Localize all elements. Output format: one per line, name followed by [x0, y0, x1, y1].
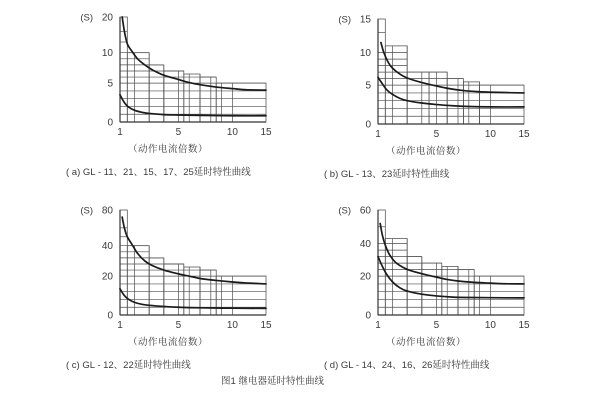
svg-text:60: 60 [359, 205, 371, 217]
svg-text:40: 40 [359, 239, 371, 251]
figure-caption: 图1 继电器延时特性曲线 [221, 376, 324, 387]
svg-text:1: 1 [375, 129, 381, 140]
svg-text:5: 5 [433, 129, 440, 140]
svg-text:5: 5 [433, 320, 440, 331]
svg-text:(S): (S) [80, 205, 93, 217]
svg-text:10: 10 [484, 129, 496, 140]
svg-text:(S): (S) [338, 205, 351, 217]
svg-text:40: 40 [101, 241, 113, 253]
svg-text:80: 80 [101, 205, 113, 217]
svg-text:15: 15 [518, 129, 530, 140]
svg-text:(S): (S) [338, 14, 351, 26]
svg-text:(S): (S) [80, 12, 93, 24]
chart-a-x-axis-title: （动作电流倍数） [127, 144, 208, 155]
chart-c [50, 201, 300, 371]
chart-d-plot [308, 201, 544, 333]
svg-text:1: 1 [117, 320, 123, 331]
chart-c-x-axis-title: （动作电流倍数） [127, 337, 208, 348]
chart-b [308, 10, 558, 180]
chart-a-caption: ( a) GL - 11、21、15、17、25延时特性曲线 [66, 167, 251, 178]
svg-text:1: 1 [117, 127, 123, 138]
svg-text:0: 0 [365, 310, 371, 322]
svg-text:20: 20 [101, 12, 113, 24]
chart-d-x-axis-title: （动作电流倍数） [385, 337, 466, 348]
chart-d [308, 201, 558, 371]
svg-text:1: 1 [375, 320, 381, 331]
chart-d-caption: ( d) GL - 14、24、16、26延时特性曲线 [324, 360, 490, 371]
svg-text:5: 5 [107, 78, 113, 90]
svg-text:15: 15 [359, 14, 371, 26]
svg-text:10: 10 [226, 127, 238, 138]
chart-c-caption: ( c) GL - 12、22延时特性曲线 [66, 360, 191, 371]
svg-text:5: 5 [175, 320, 182, 331]
chart-b-caption: ( b) GL - 13、23延时特性曲线 [324, 169, 450, 180]
svg-text:0: 0 [107, 117, 113, 129]
chart-b-x-axis-title: （动作电流倍数） [385, 146, 466, 157]
svg-text:5: 5 [175, 127, 182, 138]
svg-text:15: 15 [260, 320, 272, 331]
svg-text:15: 15 [260, 127, 272, 138]
svg-text:10: 10 [101, 48, 113, 60]
chart-a [50, 8, 300, 178]
svg-text:0: 0 [107, 310, 113, 322]
svg-text:5: 5 [365, 80, 371, 92]
svg-text:20: 20 [359, 271, 371, 283]
svg-text:20: 20 [101, 271, 113, 283]
svg-text:0: 0 [365, 119, 371, 131]
svg-text:10: 10 [359, 48, 371, 60]
chart-c-plot [50, 201, 286, 333]
svg-text:15: 15 [518, 320, 530, 331]
chart-b-plot [308, 10, 544, 142]
svg-text:10: 10 [484, 320, 496, 331]
svg-text:10: 10 [226, 320, 238, 331]
chart-a-plot [50, 8, 286, 140]
